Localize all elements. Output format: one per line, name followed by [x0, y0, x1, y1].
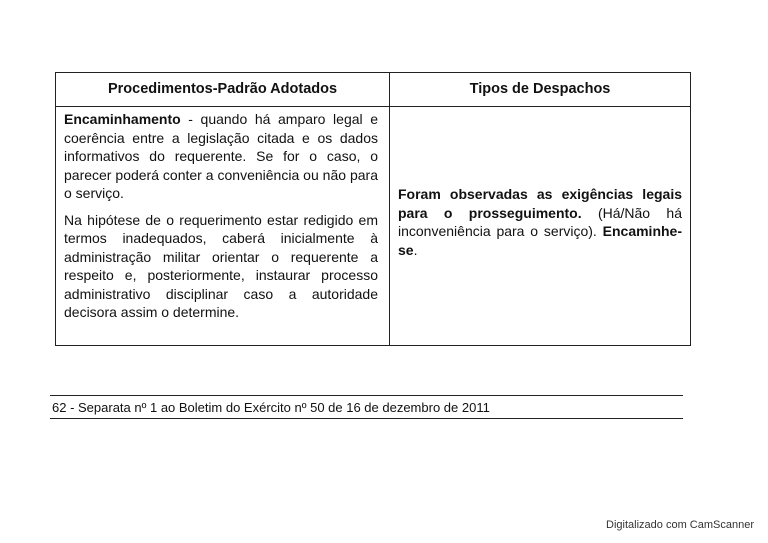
- encaminhamento-term: Encaminhamento: [64, 111, 181, 127]
- header-procedimentos: Procedimentos-Padrão Adotados: [107, 81, 338, 97]
- despacho-bold-statement: Foram observadas as exigências legais para o prosseguimento.: [398, 186, 682, 221]
- procedimento-paragraph-1: [64, 110, 378, 203]
- column-divider: [389, 73, 390, 345]
- procedimento-paragraph-2: Na hipótese de o requerimento estar redigido em termos inadequados, caberá inicialmente à administração militar orientar o requerente a respeito e, posteriormente, instaurar processo administrativo disciplinar caso a autoridade decisora assim o determine.: [64, 211, 378, 320]
- despacho-paragraph: [398, 185, 682, 259]
- page-footer: 62 - Separata nº 1 ao Boletim do Exército nº 50 de 16 de dezembro de 2011: [52, 400, 490, 415]
- cell-despacho: [398, 185, 682, 259]
- header-tipos-despachos: Tipos de Despachos: [469, 81, 611, 97]
- despacho-encaminhe-se: Encaminhe-se: [398, 223, 682, 258]
- footer-rule-top: [50, 395, 683, 396]
- footer-rule-bottom: [50, 418, 683, 419]
- encaminhamento-description: - quando há amparo legal e coerência entre a legislação citada e os dados informativos do requerente. Se for o caso, o parecer poderá conter a conveniência ou não para o serviço.: [64, 111, 378, 201]
- scanner-watermark: Digitalizado com CamScanner: [606, 519, 754, 531]
- cell-procedimentos: [64, 110, 378, 330]
- despachos-table: [55, 72, 691, 346]
- header-row-divider: [56, 106, 690, 107]
- despacho-period: .: [413, 241, 418, 258]
- despacho-conveniencia-text: (Há/Não há inconveniência para o serviço).: [398, 204, 682, 239]
